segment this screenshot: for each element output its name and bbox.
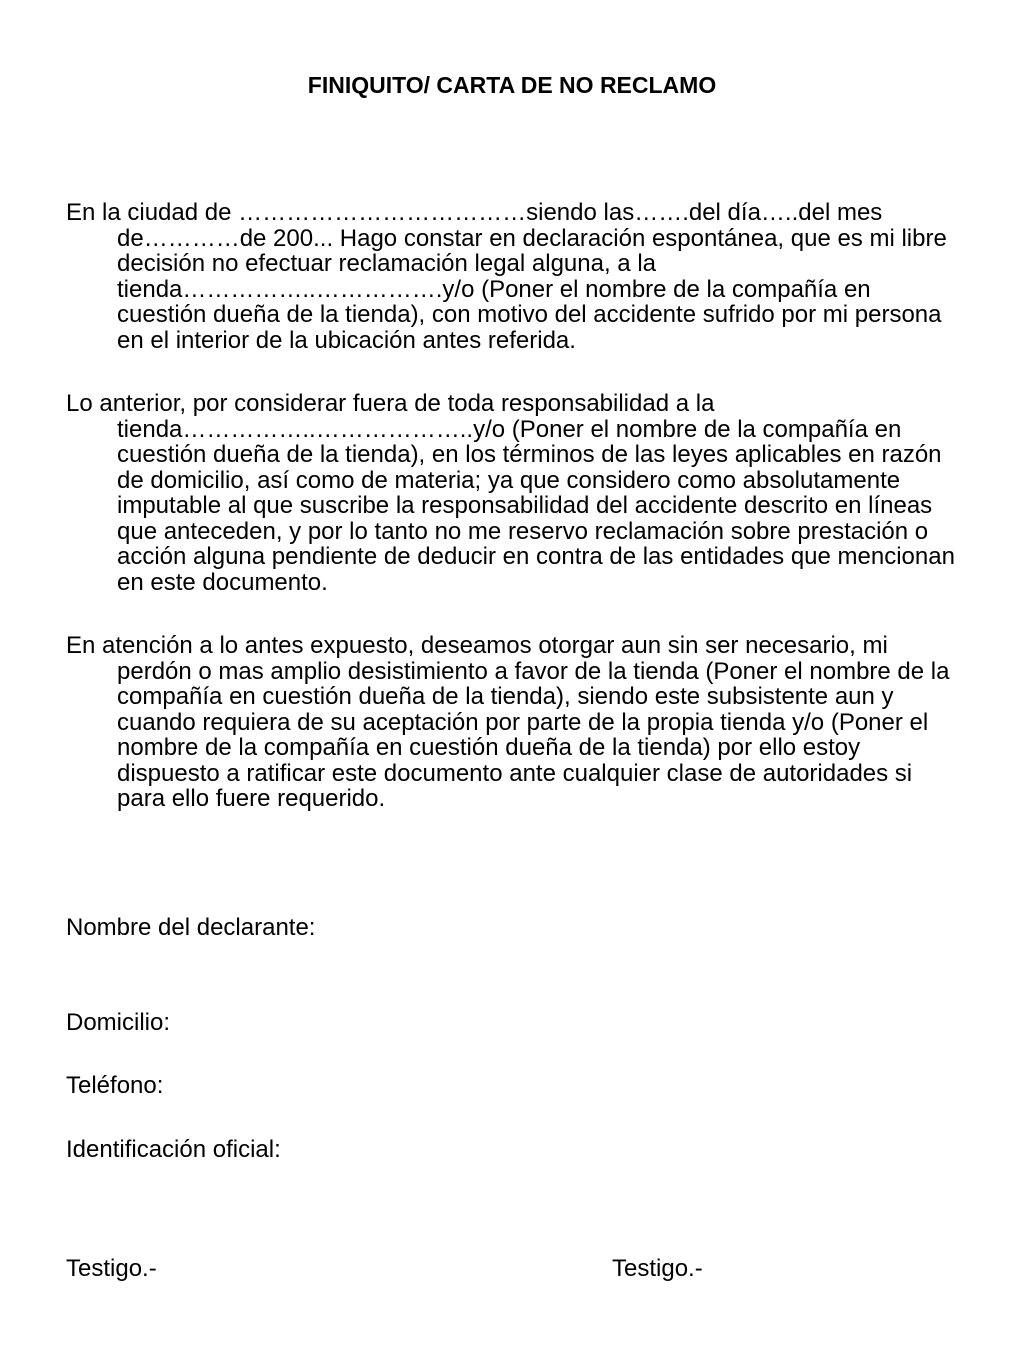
document-title: FINIQUITO/ CARTA DE NO RECLAMO — [307, 72, 717, 98]
paragraph-declaration: En la ciudad de ………………………………siendo las…….del día…..del mes de…………de 200... Hago constar en declaración espontánea, que es mi libre decisión no efectuar reclamación legal alguna, a la tienda……………..…………….y/o (Poner el nombre de la compañía en cuestión dueña de la tienda), con motivo del accidente sufrido por mi persona en el interior de la ubicación antes referida. — [66, 199, 947, 354]
field-official-id-label: Identificación oficial: — [66, 1136, 281, 1163]
witness-label-right: Testigo.- — [612, 1255, 703, 1282]
field-address-label: Domicilio: — [66, 1009, 171, 1036]
field-declarant-name-label: Nombre del declarante: — [66, 914, 316, 941]
paragraph-responsibility: Lo anterior, por considerar fuera de toda responsabilidad a la tienda……………..………………..y/o (Poner el nombre de la compañía en cuestión dueña de la tienda), en los términos de las leyes aplicables en razón de domicilio, así como de materia; ya que considero como absolutamente imputable al que suscribe la responsabilidad del accidente descrito en líneas que anteceden, y por lo tanto no me reservo reclamación sobre prestación o acción alguna pendiente de deducir en contra de las entidades que mencionan en este documento. — [66, 390, 955, 596]
field-phone-label: Teléfono: — [66, 1072, 164, 1099]
witness-label-left: Testigo.- — [66, 1255, 157, 1282]
paragraph-pardon: En atención a lo antes expuesto, deseamos otorgar aun sin ser necesario, mi perdón o mas amplio desistimiento a favor de la tienda (Poner el nombre de la compañía en cuestión dueña de la tienda), siendo este subsistente aun y cuando requiera de su aceptación por parte de la propia tienda y/o (Poner el nombre de la compañía en cuestión dueña de la tienda) por ello estoy dispuesto a ratificar este documento ante cualquier clase de autoridades si para ello fuere requerido. — [66, 632, 950, 812]
